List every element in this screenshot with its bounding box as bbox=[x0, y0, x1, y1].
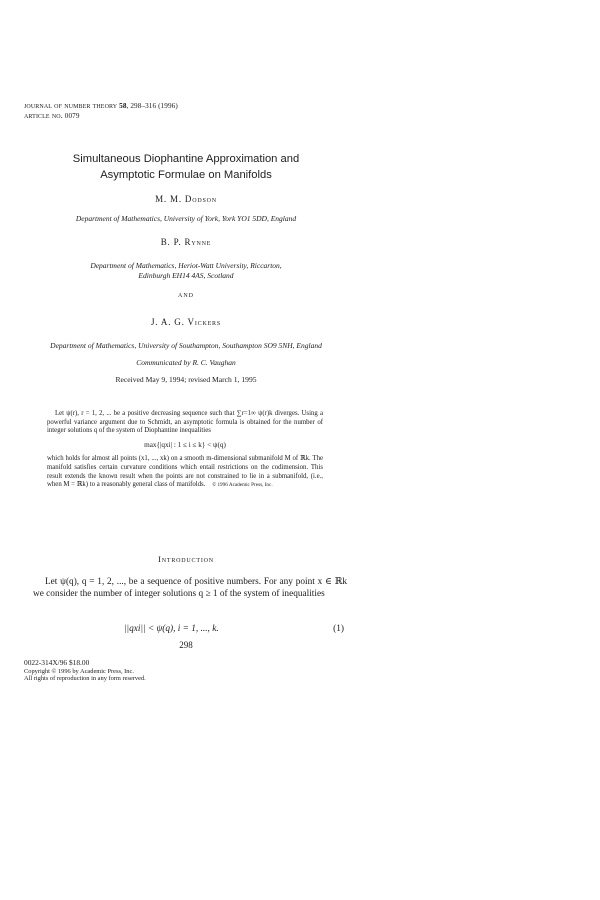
display-equation bbox=[24, 624, 348, 638]
article-number: 0079 bbox=[64, 112, 80, 121]
affiliation-line: Department of Mathematics, University of York, York YO1 5DD, England bbox=[75, 214, 297, 223]
equation-number: (1) bbox=[333, 624, 344, 634]
page-number: 298 bbox=[179, 640, 193, 650]
journal-citation: journal of number theory 58, 298–316 (1996) bbox=[24, 101, 178, 110]
footer-rights: All rights of reproduction in any form reserved. bbox=[24, 675, 146, 683]
abstract-paragraph-1: Let ψ(r), r = 1, 2, ... be a positive decreasing sequence such that ∑r=1∞ ψ(r)k diverges. Using a powerful variance argument due to Schmidt, an asymptotic formula is obtained for the number of integer solutions q of the system of Diophantine inequalities bbox=[47, 410, 323, 435]
intro-paragraph bbox=[33, 577, 347, 600]
abstract bbox=[47, 410, 323, 490]
section-heading: Introduction bbox=[158, 554, 214, 564]
affiliation-line: Edinburgh EH14 4AS, Scotland bbox=[138, 271, 234, 281]
footer-copyright: Copyright © 1996 by Academic Press, Inc. bbox=[24, 668, 134, 675]
journal-pages: 298–316 (1996) bbox=[130, 102, 178, 110]
equation-body: ||qxi|| < ψ(q), i = 1, ..., k. bbox=[124, 624, 219, 634]
article-number-line bbox=[24, 111, 178, 121]
paper-title bbox=[30, 151, 342, 183]
journal-header bbox=[24, 101, 178, 121]
abstract-equation: max{|qxi| : 1 ≤ i ≤ k} < ψ(q) bbox=[144, 440, 226, 449]
title-line-2: Asymptotic Formulae on Manifolds bbox=[100, 169, 272, 181]
footer bbox=[24, 657, 146, 682]
author-affiliation bbox=[24, 261, 348, 281]
communicated-by: Communicated by R. C. Vaughan bbox=[136, 358, 236, 367]
author-name: M. M. Dodson bbox=[155, 194, 217, 204]
author-affiliation bbox=[24, 341, 348, 351]
author-affiliation bbox=[24, 214, 348, 224]
footer-price: 0022-314X/96 $18.00 bbox=[24, 658, 90, 667]
received-dates: Received May 9, 1994; revised March 1, 1995 bbox=[115, 375, 257, 384]
intro-text: Let ψ(q), q = 1, 2, ..., be a sequence of positive numbers. For any point x ∈ ℝk we consider the number of integer solutions q ≥ 1 of the system of inequalities bbox=[33, 577, 347, 599]
title-line-1: Simultaneous Diophantine Approximation and bbox=[72, 153, 300, 165]
abstract-paragraph-2-text: which holds for almost all points (x1, ..., xk) on a smooth m-dimensional submanifold M of ℝk. The manifold satisfies certain curvature conditions which entail restrictions on the codimension. This result extends the known result when the points are not constrained to lie in a submanifold, (i.e., when M = ℝk) to a reasonably general class of manifolds. bbox=[47, 455, 323, 489]
abstract-copyright: © 1996 Academic Press, Inc. bbox=[212, 482, 273, 489]
author-conjunction: and bbox=[178, 290, 194, 299]
article-label: article no. bbox=[24, 111, 63, 121]
affiliation-line: Department of Mathematics, Heriot-Watt University, Riccarton, bbox=[90, 261, 282, 270]
journal-name: journal of number theory bbox=[24, 101, 118, 110]
affiliation-line: Department of Mathematics, University of Southampton, Southampton SO9 5NH, England bbox=[50, 341, 322, 350]
abstract-paragraph-2 bbox=[47, 455, 323, 489]
journal-volume: 58 bbox=[119, 102, 127, 110]
author-name: J. A. G. Vickers bbox=[151, 317, 221, 327]
author-name: B. P. Rynne bbox=[160, 237, 212, 247]
